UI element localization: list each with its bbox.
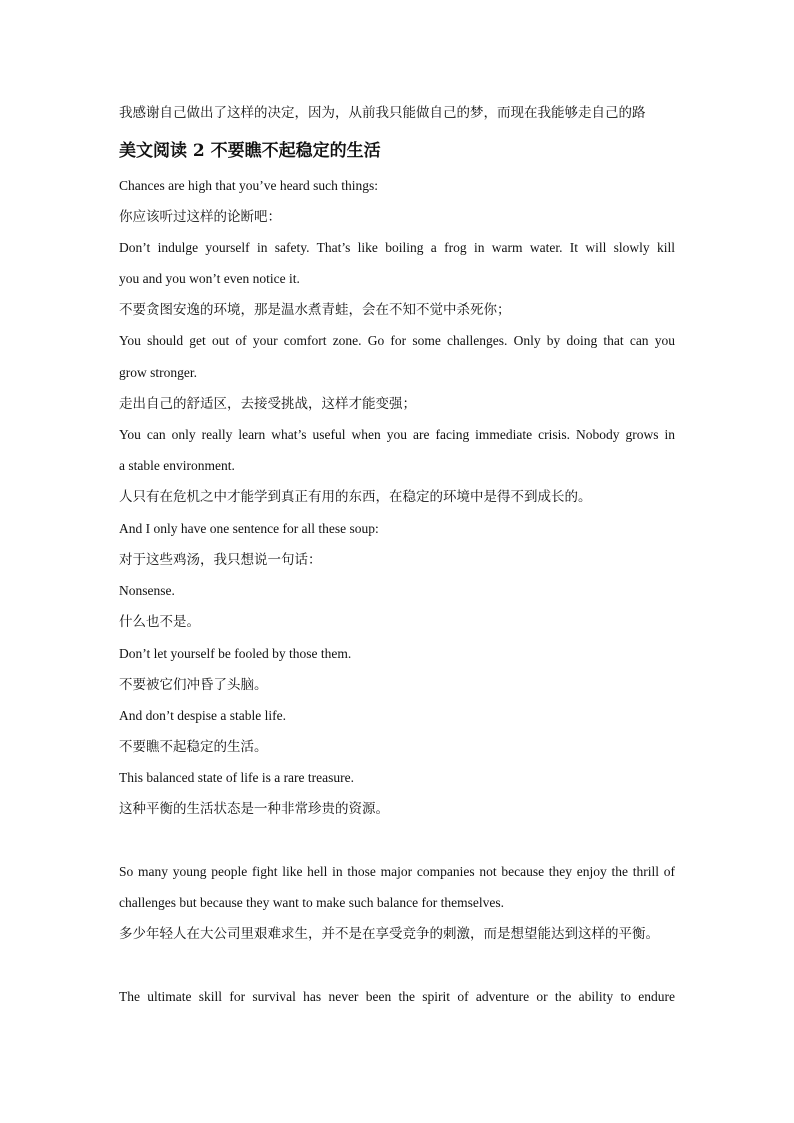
paragraph-line: a stable environment. (119, 458, 235, 473)
paragraph-line: This balanced state of life is a rare treasure. (119, 770, 355, 785)
paragraph-line: 这种平衡的生活状态是一种非常珍贵的资源。 (119, 801, 389, 817)
paragraph-line: grow stronger. (119, 365, 197, 380)
paragraph-line: 不要瞧不起稳定的生活。 (119, 739, 268, 755)
paragraph-line: 多少年轻人在大公司里艰难求生，并不是在享受竞争的刺激，而是想望能达到这样的平衡。 (119, 926, 659, 942)
paragraph-line: 不要被它们冲昏了头脑。 (119, 677, 268, 693)
paragraph-line: You should get out of your comfort zone. Go for some challenges. Only by doing that can you (119, 333, 675, 348)
intro-line: 我感谢自己做出了这样的决定，因为，从前我只能做自己的梦，而现在我能够走自己的路 (119, 105, 646, 121)
paragraph-line: 什么也不是。 (119, 614, 200, 630)
paragraph-line: 你应该听过这样的论断吧： (119, 209, 281, 225)
paragraph-line: 对于这些鸡汤，我只想说一句话： (119, 552, 322, 568)
paragraph-line: Nonsense. (119, 583, 175, 598)
paragraph-line: 走出自己的舒适区，去接受挑战，这样才能变强； (119, 396, 416, 412)
paragraph-line: The ultimate skill for survival has never been the spirit of adventure or the ability to endure (119, 989, 675, 1004)
paragraph-line: Chances are high that you’ve heard such things: (119, 178, 379, 193)
paragraph-line: And I only have one sentence for all these soup: (119, 521, 379, 536)
paragraph-line: Don’t let yourself be fooled by those them. (119, 646, 352, 661)
paragraph-line: challenges but because they want to make such balance for themselves. (119, 895, 504, 910)
paragraph-line: 人只有在危机之中才能学到真正有用的东西，在稳定的环境中是得不到成长的。 (119, 489, 592, 505)
article-heading: 美文阅读 2 不要瞧不起稳定的生活 (119, 141, 381, 161)
paragraph-line: And don’t despise a stable life. (119, 708, 286, 723)
paragraph-line: 不要贪图安逸的环境，那是温水煮青蛙，会在不知不觉中杀死你； (119, 302, 511, 318)
paragraph-line: So many young people fight like hell in those major companies not because they enjoy the thrill of (119, 864, 675, 879)
paragraph-line: you and you won’t even notice it. (119, 271, 300, 286)
paragraph-line: Don’t indulge yourself in safety. That’s like boiling a frog in warm water. It will slowly kill (119, 240, 675, 255)
paragraph-line: You can only really learn what’s useful when you are facing immediate crisis. Nobody grows in (119, 427, 675, 442)
